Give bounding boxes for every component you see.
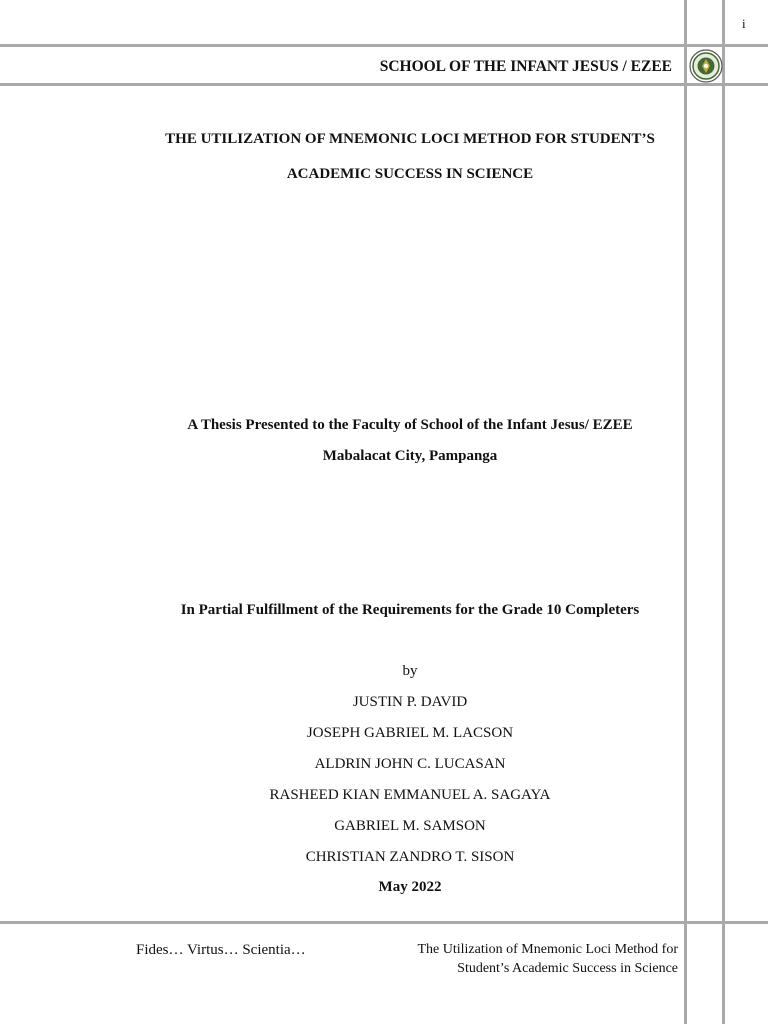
author-name: ALDRIN JOHN C. LUCASAN <box>314 756 506 772</box>
author-name: JOSEPH GABRIEL M. LACSON <box>306 725 514 741</box>
header-rule-top <box>0 44 768 47</box>
footer-motto: Fides… Virtus… Scientia… <box>136 942 306 958</box>
running-title-line2: Student’s Academic Success in Science <box>457 961 678 976</box>
page-number: i <box>742 16 746 31</box>
thesis-title-line2: ACADEMIC SUCCESS IN SCIENCE <box>286 166 534 182</box>
author-name: GABRIEL M. SAMSON <box>334 818 486 834</box>
submission-date: May 2022 <box>378 879 442 895</box>
author-name: CHRISTIAN ZANDRO T. SISON <box>305 849 515 865</box>
school-seal-icon <box>689 49 723 83</box>
author-name: RASHEED KIAN EMMANUEL A. SAGAYA <box>269 787 551 803</box>
footer-running-title <box>418 940 679 978</box>
header-rule-bottom <box>0 83 768 86</box>
margin-rule-right <box>722 0 725 1024</box>
author-name: JUSTIN P. DAVID <box>352 694 468 710</box>
school-name: SCHOOL OF THE INFANT JESUS / EZEE <box>379 58 672 75</box>
margin-rule-left <box>684 0 687 1024</box>
fulfillment-statement: In Partial Fulfillment of the Requirements for the Grade 10 Completers <box>180 602 640 618</box>
footer-rule <box>0 921 768 924</box>
thesis-title-line1: THE UTILIZATION OF MNEMONIC LOCI METHOD FOR STUDENT’S <box>165 131 655 147</box>
by-label: by <box>402 663 418 679</box>
presentation-line2: Mabalacat City, Pampanga <box>322 448 498 464</box>
running-title-line1: The Utilization of Mnemonic Loci Method for <box>417 942 678 957</box>
presentation-line1: A Thesis Presented to the Faculty of School of the Infant Jesus/ EZEE <box>187 417 633 433</box>
